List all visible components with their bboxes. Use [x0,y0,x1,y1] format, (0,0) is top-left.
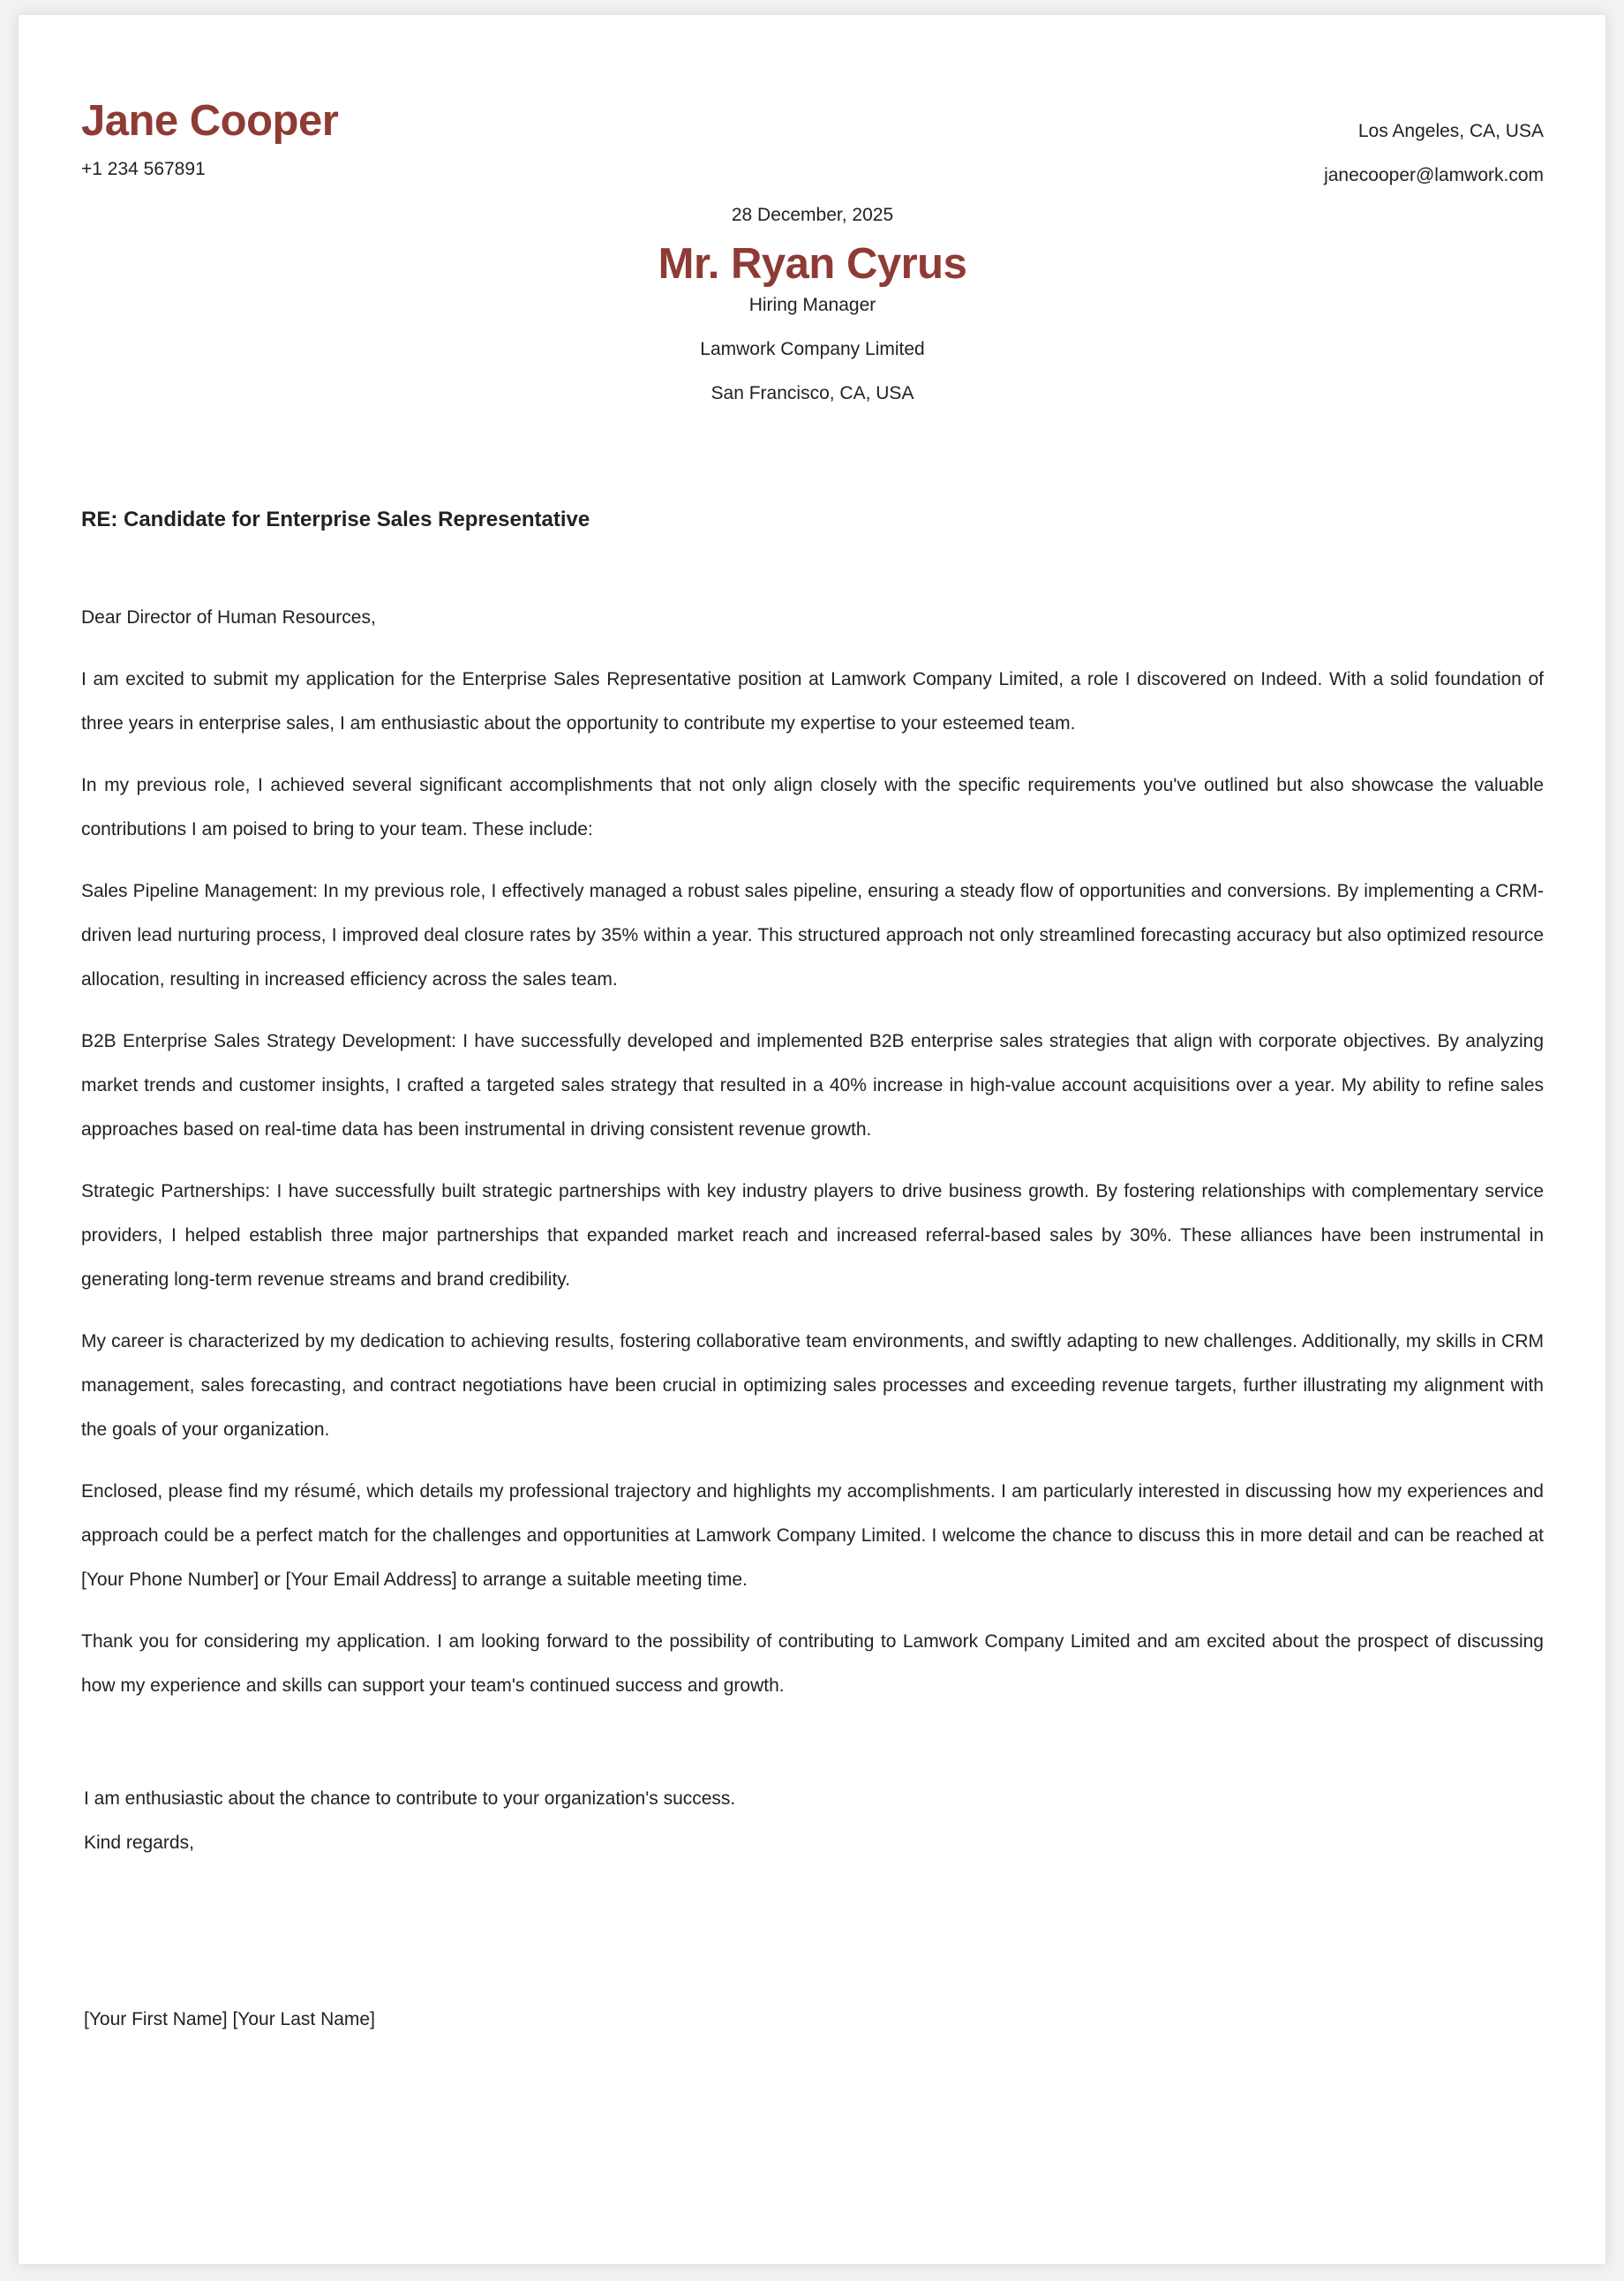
sender-phone: +1 234 567891 [81,159,206,179]
signature-name: [Your First Name] [Your Last Name] [84,2009,375,2029]
body-paragraph: Strategic Partnerships: I have successfully built strategic partnerships with key industry players to drive business growth. By fostering relationships with complementary service providers, I helped establish three major partnerships that expanded market reach and increased referral-based sales by 30%. These alliances have been instrumental in generating long-term revenue streams and brand credibility. [81,1181,1544,1290]
body-paragraph: Thank you for considering my application. I am looking forward to the possibility of contributing to Lamwork Company Limited and am excited about the prospect of discussing how my experience and skills can support your team's continued success and growth. [81,1631,1544,1696]
recipient-name: Mr. Ryan Cyrus [658,240,967,288]
body-paragraph: B2B Enterprise Sales Strategy Development: I have successfully developed and implemented B2B enterprise sales strategies that align with corporate objectives. By analyzing market trends and customer insights, I crafted a targeted sales strategy that resulted in a 40% increase in high-value account acquisitions over a year. My ability to refine sales approaches based on real-time data has been instrumental in driving consistent revenue growth. [81,1031,1544,1140]
sender-name: Jane Cooper [81,97,339,145]
body-paragraph: Sales Pipeline Management: In my previous role, I effectively managed a robust sales pipeline, ensuring a steady flow of opportunities and conversions. By implementing a CRM-driven lead nurturing process, I improved deal closure rates by 35% within a year. This structured approach not only streamlined forecasting accuracy but also optimized resource allocation, resulting in increased efficiency across the sales team. [81,881,1544,990]
recipient-company: Lamwork Company Limited [700,339,925,359]
salutation: Dear Director of Human Resources, [81,607,376,628]
body-paragraph: In my previous role, I achieved several significant accomplishments that not only align closely with the specific requirements you've outlined but also showcase the valuable contributions I am poised to bring to your team. These include: [81,775,1544,839]
letter-body [81,596,1544,1726]
recipient-title: Hiring Manager [748,295,876,315]
letter-page [19,15,1605,2264]
recipient-block [81,202,1544,416]
letter-content [81,15,1544,2264]
sender-location: Los Angeles, CA, USA [1357,121,1544,141]
sign-off: Kind regards, [84,1833,194,1853]
letter-header [81,94,1544,192]
sender-email: janecooper@lamwork.com [1324,165,1544,185]
letter-subject: RE: Candidate for Enterprise Sales Representative [81,508,590,531]
closing-block [84,1777,735,1865]
recipient-location: San Francisco, CA, USA [710,383,914,403]
body-paragraph: I am excited to submit my application for the Enterprise Sales Representative position at Lamwork Company Limited, a role I discovered on Indeed. With a solid foundation of three years in enterprise sales, I am enthusiastic about the opportunity to contribute my expertise to your esteemed team. [81,669,1544,734]
letter-date: 28 December, 2025 [731,205,894,225]
closing-line: I am enthusiastic about the chance to contribute to your organization's success. [84,1788,736,1809]
body-paragraph: My career is characterized by my dedication to achieving results, fostering collaborative team environments, and swiftly adapting to new challenges. Additionally, my skills in CRM management, sales forecasting, and contract negotiations have been crucial in optimizing sales processes and exceeding revenue targets, further illustrating my alignment with the goals of your organization. [81,1331,1544,1440]
body-paragraph: Enclosed, please find my résumé, which details my professional trajectory and highlights my accomplishments. I am particularly interested in discussing how my experiences and approach could be a perfect match for the challenges and opportunities at Lamwork Company Limited. I welcome the chance to discuss this in more detail and can be reached at [Your Phone Number] or [Your Email Address] to arrange a suitable meeting time. [81,1481,1544,1590]
sender-contact [1324,109,1544,198]
